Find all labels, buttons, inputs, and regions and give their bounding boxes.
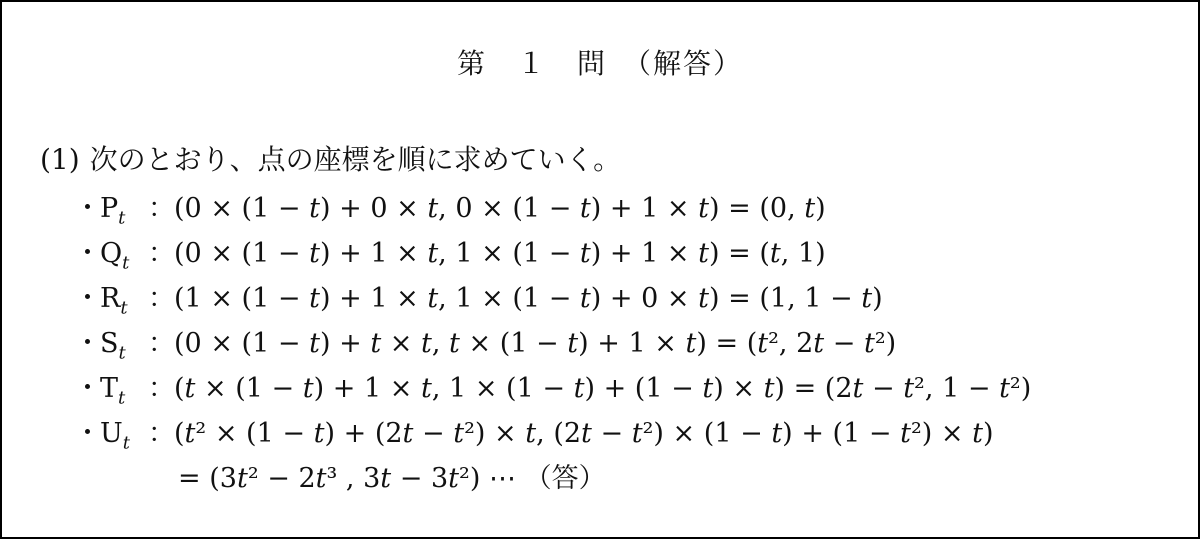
- intro-text: 次のとおり、点の座標を順に求めていく。: [89, 143, 622, 176]
- bullet: ・: [74, 373, 101, 404]
- coordinate-expression: (0 × (1 − t) + 0 × t, 0 × (1 − t) + 1 × t) = (0, t): [174, 193, 826, 224]
- coordinate-expression: (t² × (1 − t) + (2t − t²) × t, (2t − t²) × (1 − t) + (1 − t²) × t): [174, 418, 994, 449]
- bullet: ・: [74, 328, 101, 359]
- point-label: $Q_t$: [100, 238, 130, 274]
- separator: ：: [148, 418, 175, 449]
- bullet: ・: [74, 418, 101, 449]
- point-label: $S_t$: [100, 328, 126, 364]
- equation-row-u: [74, 411, 994, 453]
- separator: ：: [148, 193, 175, 224]
- equation-row-r: [74, 276, 883, 318]
- separator: ：: [148, 238, 175, 269]
- intro-paragraph: [40, 138, 621, 178]
- coordinate-expression: (0 × (1 − t) + 1 × t, 1 × (1 − t) + 1 × t) = (t, 1): [174, 238, 826, 269]
- point-label: $P_t$: [100, 193, 126, 229]
- coordinate-expression: (0 × (1 − t) + t × t, t × (1 − t) + 1 × t) = (t², 2t − t²): [174, 328, 897, 359]
- final-answer-line: = (3t² − 2t³ , 3t − 3t²) ⋯ （答）: [178, 463, 606, 494]
- bullet: ・: [74, 283, 101, 314]
- bullet: ・: [74, 238, 101, 269]
- bullet: ・: [74, 193, 101, 224]
- separator: ：: [148, 373, 175, 404]
- question-number: (1): [40, 143, 80, 176]
- coordinate-expression: (1 × (1 − t) + 1 × t, 1 × (1 − t) + 0 × t) = (1, 1 − t): [174, 283, 883, 314]
- coordinate-expression: (t × (1 − t) + 1 × t, 1 × (1 − t) + (1 − t) × t) = (2t − t², 1 − t²): [174, 373, 1032, 404]
- point-label: $R_t$: [100, 283, 128, 319]
- equation-row-p: [74, 186, 826, 228]
- page-title: 第 １ 問 （解答）: [456, 47, 743, 80]
- separator: ：: [148, 328, 175, 359]
- point-label: $U_t$: [100, 418, 130, 454]
- equation-row-s: [74, 321, 896, 363]
- equation-row-q: [74, 231, 826, 273]
- equation-row-t: [74, 366, 1031, 408]
- point-label: $T_t$: [100, 373, 126, 409]
- separator: ：: [148, 283, 175, 314]
